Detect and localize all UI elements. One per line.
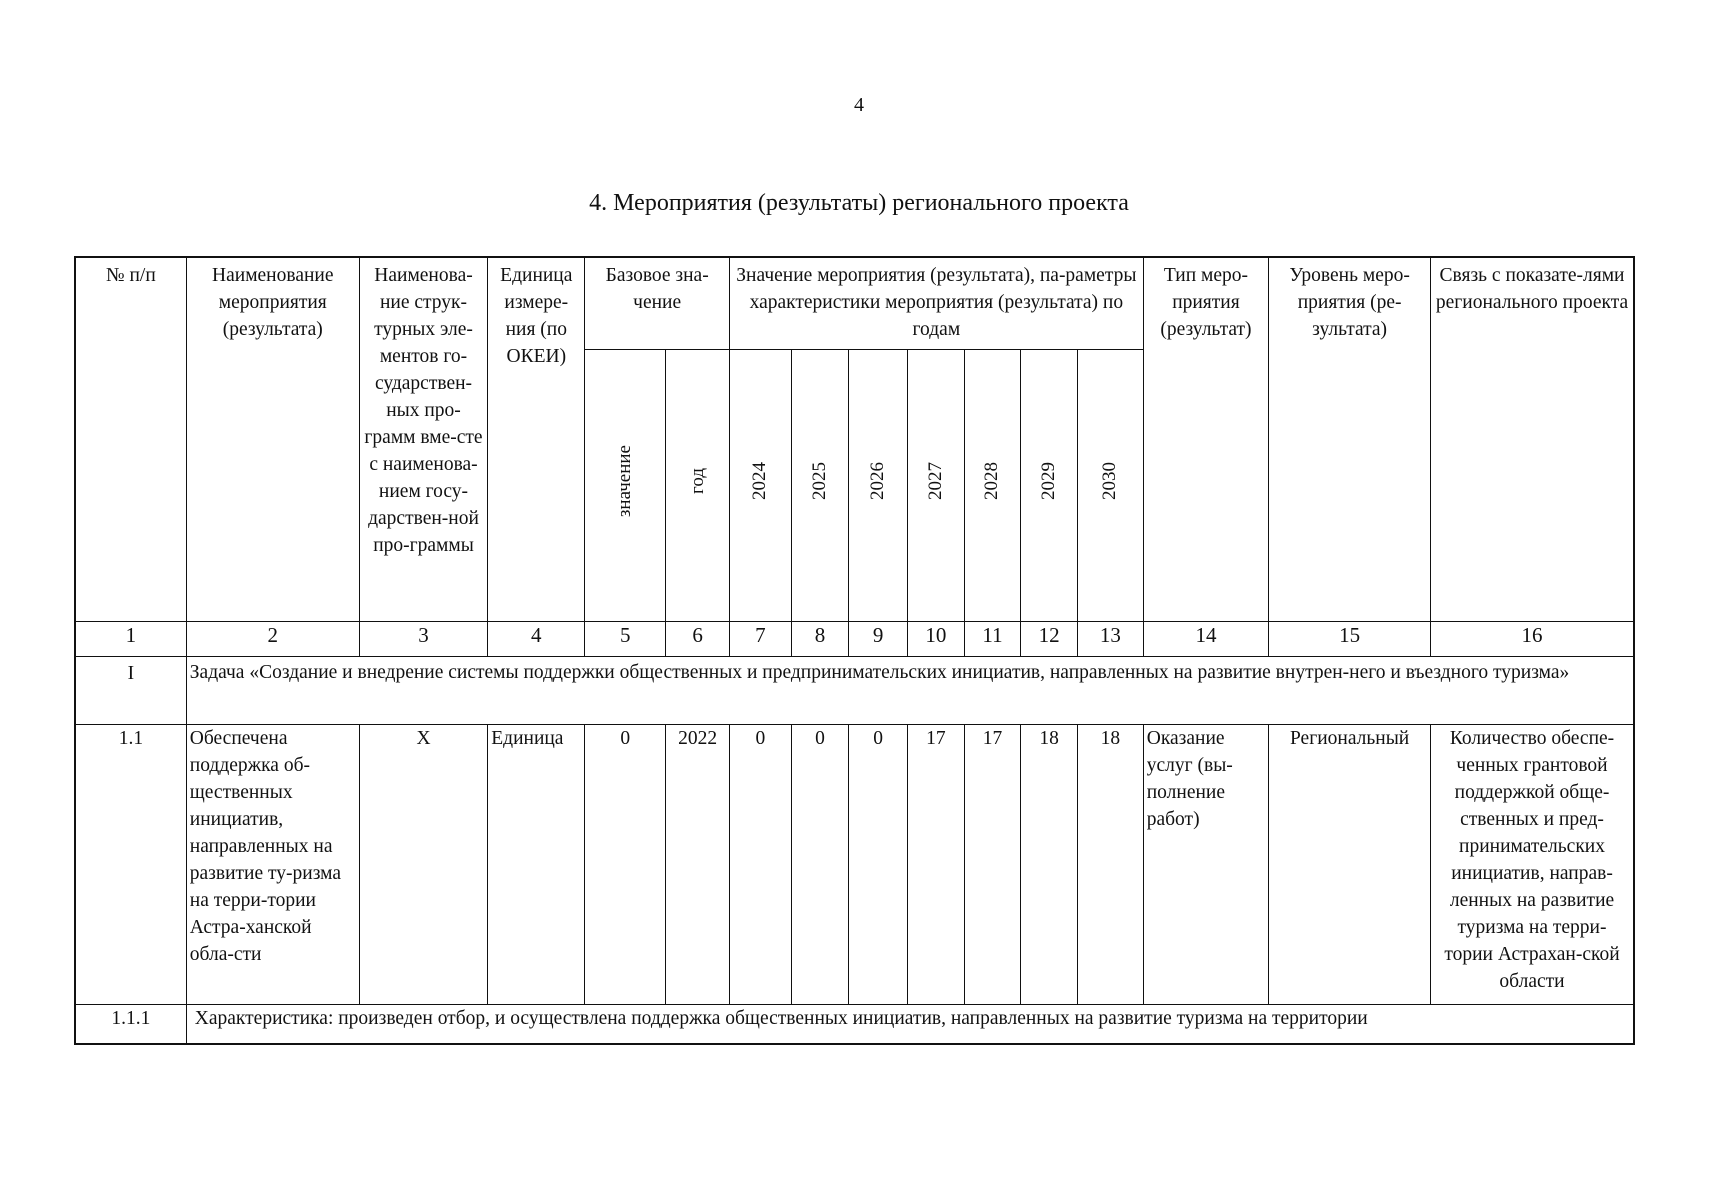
header-year-2030: 2030 [1077, 349, 1143, 621]
table-row [75, 724, 1634, 1004]
characteristic-text: Характеристика: произведен отбор, и осуществлена поддержка общественных инициатив, направленных на развитие туризма на территории [186, 1004, 1634, 1044]
header-level: Уровень меро-приятия (ре-зультата) [1269, 257, 1431, 621]
events-table [74, 256, 1635, 1045]
row-value-2029: 18 [1021, 724, 1078, 1004]
characteristic-row [75, 1004, 1634, 1044]
row-number: 1.1.1 [75, 1004, 186, 1044]
column-number: 5 [585, 621, 666, 656]
column-number: 4 [488, 621, 585, 656]
row-name: Обеспечена поддержка об-щественных инициатив, направленных на развитие ту-ризма на терри-тории Астра-ханской обла-сти [186, 724, 359, 1004]
header-base: Базовое зна-чение [585, 257, 730, 349]
row-level: Региональный [1269, 724, 1431, 1004]
header-base-year: год [666, 349, 730, 621]
task-text: Задача «Создание и внедрение системы поддержки общественных и предпринимательских инициатив, направленных на развитие внутрен-него и въездного туризма» [186, 656, 1634, 724]
row-value-2028: 17 [964, 724, 1021, 1004]
header-year-2028: 2028 [964, 349, 1021, 621]
row-unit: Единица [488, 724, 585, 1004]
column-number: 14 [1143, 621, 1268, 656]
column-number: 7 [729, 621, 791, 656]
row-value-2027: 17 [908, 724, 965, 1004]
row-value-2030: 18 [1077, 724, 1143, 1004]
row-value-2026: 0 [849, 724, 908, 1004]
column-number: 1 [75, 621, 186, 656]
task-number: I [75, 656, 186, 724]
row-value-2025: 0 [791, 724, 849, 1004]
header-num: № п/п [75, 257, 186, 621]
task-row [75, 656, 1634, 724]
row-value-2024: 0 [729, 724, 791, 1004]
header-base-value: значение [585, 349, 666, 621]
column-number: 6 [666, 621, 730, 656]
header-year-2025: 2025 [791, 349, 849, 621]
header-type: Тип меро-приятия (результат) [1143, 257, 1268, 621]
row-link: Количество обеспе-ченных грантовой поддержкой обще-ственных и пред-принимательских инициатив, направ-ленных на развитие туризма на терри-тории Астрахан-ской области [1431, 724, 1634, 1004]
column-number: 15 [1269, 621, 1431, 656]
row-base-value: 0 [585, 724, 666, 1004]
column-number: 10 [908, 621, 965, 656]
header-structural-elements: Наименова-ние струк-турных эле-ментов го-сударствен-ных про-грамм вме-сте с наименова-нием госу-дарствен-ной про-граммы [359, 257, 487, 621]
row-number: 1.1 [75, 724, 186, 1004]
header-unit: Единица измере-ния (по ОКЕИ) [488, 257, 585, 621]
header-name: Наименование мероприятия (результата) [186, 257, 359, 621]
column-number: 3 [359, 621, 487, 656]
header-year-2029: 2029 [1021, 349, 1078, 621]
column-number: 8 [791, 621, 849, 656]
column-number: 16 [1431, 621, 1634, 656]
section-title: 4. Мероприятия (результаты) регионального проекта [589, 190, 1129, 216]
header-year-2027: 2027 [908, 349, 965, 621]
header-year-2026: 2026 [849, 349, 908, 621]
column-numbers-row [75, 621, 1634, 656]
row-structural-element: Х [359, 724, 487, 1004]
row-type: Оказание услуг (вы-полнение работ) [1143, 724, 1268, 1004]
column-number: 12 [1021, 621, 1078, 656]
column-number: 2 [186, 621, 359, 656]
column-number: 9 [849, 621, 908, 656]
row-base-year: 2022 [666, 724, 730, 1004]
column-number: 13 [1077, 621, 1143, 656]
page-number: 4 [854, 94, 864, 116]
header-row [75, 257, 1634, 349]
header-values-by-year: Значение мероприятия (результата), па-раметры характеристики мероприятия (результата) по годам [729, 257, 1143, 349]
header-year-2024: 2024 [729, 349, 791, 621]
header-link: Связь с показате-лями регионального проекта [1431, 257, 1634, 621]
column-number: 11 [964, 621, 1021, 656]
